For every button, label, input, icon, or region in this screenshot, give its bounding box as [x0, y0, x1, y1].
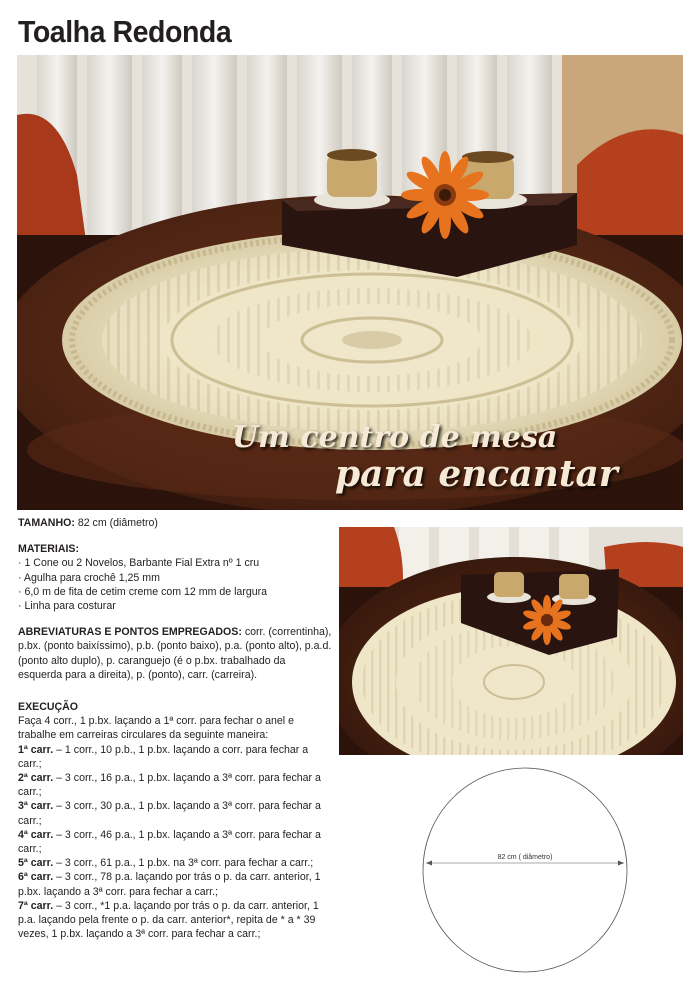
- arrow-right-icon: [618, 861, 624, 866]
- materials-section: [18, 542, 332, 613]
- tagline-line-1: Um centro de mesa: [232, 420, 558, 455]
- row-label: 2ª carr.: [18, 772, 54, 785]
- execution-section: [18, 700, 332, 941]
- row-label: 7ª carr.: [18, 899, 54, 912]
- diameter-diagram: [420, 764, 630, 976]
- materials-title: MATERIAIS:: [18, 543, 80, 556]
- row-text: – 3 corr., *1 p.a. laçando por trás o p. da carr. anterior, 1 p.a. laçando pela frente o p. da carr. anterior*, repita de * a * 39 vezes, 1 p.bx. laçando a 3ª corr. para fechar a carr.;: [18, 899, 319, 941]
- execution-row: [18, 771, 332, 799]
- tagline-line-2: para encantar: [335, 453, 618, 495]
- diagram-circle: [423, 768, 627, 972]
- detail-photo-illustration: [339, 527, 683, 755]
- abbreviations-text: corr. (correntinha), p.bx. (ponto baixíssimo), p.b. (ponto baixo), p.a. (ponto alto), p.a.d. (ponto alto duplo), p. caranguejo (é o p.bx. trabalhado da esquerda para a direita), p. (ponto), carr. (carreira).: [18, 626, 332, 681]
- material-item: · Linha para costurar: [18, 600, 116, 613]
- hero-photo: [17, 55, 683, 510]
- row-label: 5ª carr.: [18, 857, 54, 870]
- detail-photo: [339, 527, 683, 755]
- hero-photo-illustration: [17, 55, 683, 510]
- row-label: 1ª carr.: [18, 743, 54, 756]
- execution-row: [18, 899, 332, 942]
- size-diagram: [420, 764, 630, 976]
- materials-list: [18, 556, 332, 613]
- row-text: – 3 corr., 30 p.a., 1 p.bx. laçando a 3ª corr. para fechar a carr.;: [18, 800, 321, 827]
- execution-row: [18, 828, 332, 856]
- execution-row: [18, 799, 332, 827]
- row-text: – 3 corr., 46 p.a., 1 p.bx. laçando a 3ª corr. para fechar a carr.;: [18, 828, 321, 856]
- size-value: 82 cm (diâmetro): [74, 517, 158, 529]
- execution-row: [18, 870, 332, 898]
- material-item: · 6,0 m de fita de cetim creme com 12 mm de largura: [18, 585, 268, 598]
- page-title: Toalha Redonda: [18, 14, 232, 49]
- abbreviations-section: [18, 625, 332, 682]
- arrow-left-icon: [426, 861, 432, 866]
- abbreviations-title: ABREVIATURAS E PONTOS EMPREGADOS:: [18, 626, 242, 639]
- execution-title: EXECUÇÃO: [18, 701, 79, 714]
- execution-row: [18, 856, 332, 870]
- row-label: 6ª carr.: [18, 871, 54, 884]
- row-label: 3ª carr.: [18, 800, 54, 813]
- diameter-label: 82 cm ( diâmetro): [497, 854, 553, 861]
- material-item: · 1 Cone ou 2 Novelos, Barbante Fial Extra nº 1 cru: [18, 557, 260, 570]
- execution-intro: Faça 4 corr., 1 p.bx. laçando a 1ª corr. para fechar o anel e trabalhe em carreiras circulares da seguinte maneira:: [18, 715, 294, 742]
- row-text: – 3 corr., 61 p.a., 1 p.bx. na 3ª corr. para fechar a carr.;: [53, 857, 314, 870]
- row-text: – 1 corr., 10 p.b., 1 p.bx. laçando a corr. para fechar a carr.;: [18, 743, 309, 770]
- row-text: – 3 corr., 78 p.a. laçando por trás o p. da carr. anterior, 1 p.bx. laçando a 3ª corr. para fechar a carr.;: [18, 871, 321, 898]
- execution-row: [18, 743, 332, 771]
- instructions-column: [18, 516, 332, 941]
- row-label: 4ª carr.: [18, 828, 54, 841]
- size-section: [18, 516, 332, 530]
- row-text: – 3 corr., 16 p.a., 1 p.bx. laçando a 3ª corr. para fechar a carr.;: [18, 772, 321, 799]
- material-item: · Agulha para crochê 1,25 mm: [18, 571, 160, 584]
- size-label: TAMANHO:: [18, 517, 75, 529]
